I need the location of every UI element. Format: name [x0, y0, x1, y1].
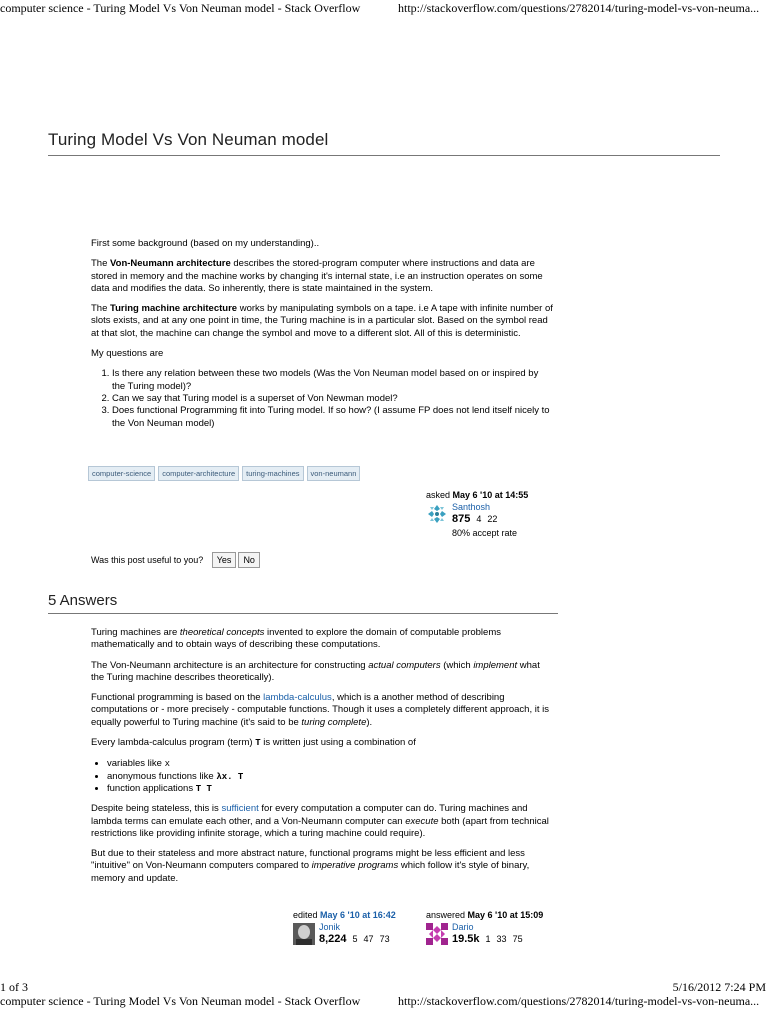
code: λx. T	[216, 771, 244, 782]
text: The	[91, 303, 111, 315]
print-footer-url: http://stackoverflow.com/questions/2782014/turing-model-vs-von-neuma...	[398, 994, 760, 1008]
answer-bullet-list	[91, 758, 553, 795]
text: , which is a another method of describing computations or - more precisely - computable functions. Though it uses a completely different approach, it is equally powerful to Turing machine (it's said to be	[91, 692, 549, 728]
text: Despite being stateless, this is	[91, 803, 222, 815]
accept-rate: 80% accept rate	[452, 528, 518, 538]
asked-date: May 6 '10 at 14:55	[452, 490, 529, 500]
asker-reputation: 875	[452, 513, 471, 525]
question-list	[91, 368, 553, 429]
print-footer-page: 1 of 3	[0, 980, 28, 994]
text: invented to explore the domain of computable problems mathematically and to obtain ways of describing these computations.	[91, 627, 501, 651]
text: for every computation a computer can do. Turing machines and lambda terms can emulate each other, and a Von-Neumann computer can	[91, 803, 528, 827]
list-item	[107, 758, 553, 770]
tag-turing-machines[interactable]: turing-machines	[242, 466, 303, 481]
asker-badge-count: 22	[487, 514, 498, 524]
answers-header: 5 Answers	[48, 592, 118, 609]
title-divider	[48, 155, 720, 156]
useful-label: Was this post useful to you?	[91, 555, 204, 565]
edited-line	[293, 909, 418, 921]
question-item: 1. Is there any relation between these two models (Was the Von Neuman model based on or inspired by the Turing model)?	[112, 368, 553, 393]
print-header-url: http://stackoverflow.com/questions/2782014/turing-model-vs-von-neuma...	[398, 1, 760, 15]
text: variables like	[107, 758, 165, 770]
question-von-neumann-paragraph	[91, 258, 553, 295]
text: what the Turing machine describes theoretically).	[91, 659, 540, 683]
answerer-stats	[452, 933, 523, 945]
text: Functional programming is based on the	[91, 692, 264, 704]
asker-card	[426, 489, 566, 539]
editor-stats	[319, 933, 390, 945]
editor-badge-count: 73	[379, 934, 390, 944]
answerer-name[interactable]: Dario	[452, 922, 474, 932]
asker-badge-count: 4	[476, 514, 482, 524]
editor-reputation: 8,224	[319, 933, 347, 945]
asker-avatar[interactable]	[426, 503, 448, 525]
answered-date: May 6 '10 at 15:09	[467, 910, 544, 920]
text: The	[91, 258, 111, 270]
code: x	[164, 759, 170, 770]
question-item: 3. Does functional Programming fit into Turing model. If so how? (I assume FP does not lend itself nicely to the Von Neuman model)	[112, 405, 553, 430]
print-header-title: computer science - Turing Model Vs Von Neuman model - Stack Overflow	[0, 1, 361, 15]
emphasis: imperative programs	[311, 860, 399, 872]
answer-paragraph	[91, 848, 553, 885]
questions-lead: My questions are	[91, 348, 164, 360]
editor-name[interactable]: Jonik	[319, 922, 341, 932]
answer-paragraph	[91, 803, 553, 840]
no-button[interactable]: No	[238, 552, 260, 568]
answered-label: answered	[426, 910, 466, 920]
tag-computer-science[interactable]: computer-science	[88, 466, 155, 481]
list-item	[107, 771, 553, 783]
answerer-reputation: 19.5k	[452, 933, 480, 945]
text: both (apart from technical restrictions like providing infinite storage, which a turing machine could require).	[91, 815, 549, 839]
lambda-calculus-link[interactable]: lambda-calculus	[263, 692, 332, 704]
answered-line	[426, 909, 566, 921]
text: Turing machines are	[91, 627, 180, 638]
text: Every lambda-calculus program (term)	[91, 737, 256, 749]
asker-info	[426, 501, 566, 537]
tag-von-neumann[interactable]: von-neumann	[307, 466, 361, 481]
editor-avatar[interactable]	[293, 923, 315, 945]
question-body	[91, 238, 553, 430]
text: which follow it's style of binary, memory and update.	[91, 860, 530, 884]
answer-paragraph	[91, 627, 553, 652]
text: But due to their stateless and more abstract nature, functional programs might be less efficient and less "intuitive" on Von-Neumann computers compared to	[91, 848, 525, 872]
editor-card	[293, 909, 418, 947]
answerer-badge-count: 75	[512, 934, 523, 944]
bold-term: Von-Neumann architecture	[110, 258, 231, 270]
asker-name[interactable]: Santhosh	[452, 502, 491, 512]
print-footer-title: computer science - Turing Model Vs Von Neuman model - Stack Overflow	[0, 994, 361, 1008]
emphasis: turing complete	[301, 716, 367, 728]
text: function applications	[107, 782, 196, 794]
answerer-badge-count: 1	[485, 934, 491, 944]
answerer-card	[426, 909, 566, 947]
question-item: 2. Can we say that Turing model is a superset of Von Newman model?	[112, 393, 553, 405]
emphasis: actual computers	[368, 659, 441, 671]
list-item	[107, 783, 553, 795]
edited-date-link[interactable]: May 6 '10 at 16:42	[320, 910, 396, 920]
emphasis: theoretical concepts	[179, 627, 265, 638]
text: describes the stored-program computer where instructions and data are stored in memory and the machine works by changing it's internal state, i.e an instruction operates on some data and modifies the data. So inherently, there is state maintained in the system.	[91, 258, 543, 294]
answer-paragraph	[91, 737, 553, 749]
code: T T	[195, 783, 212, 794]
text: ).	[366, 716, 373, 728]
asked-label: asked	[426, 490, 451, 500]
answerer-avatar[interactable]	[426, 923, 448, 945]
useful-prompt	[91, 552, 260, 568]
code: T	[255, 738, 261, 749]
editor-info	[293, 921, 418, 947]
emphasis: execute	[405, 815, 439, 827]
tag-list	[88, 463, 363, 481]
answer-paragraph	[91, 692, 553, 729]
text: anonymous functions like	[107, 770, 217, 782]
question-turing-paragraph	[91, 303, 553, 340]
tag-computer-architecture[interactable]: computer-architecture	[158, 466, 239, 481]
answerer-info	[426, 921, 566, 947]
bold-term: Turing machine architecture	[110, 303, 238, 315]
text: (which	[440, 659, 474, 671]
print-footer-datetime: 5/16/2012 7:24 PM	[672, 980, 766, 994]
asked-line	[426, 489, 566, 501]
emphasis: implement	[473, 659, 518, 671]
text: is written just using a combination of	[260, 737, 416, 749]
editor-badge-count: 47	[363, 934, 374, 944]
answers-divider	[48, 613, 558, 614]
question-intro: First some background (based on my understanding)..	[91, 238, 320, 249]
yes-button[interactable]: Yes	[212, 552, 237, 568]
answerer-badge-count: 33	[496, 934, 507, 944]
edited-label: edited	[293, 910, 318, 920]
sufficient-link[interactable]: sufficient	[221, 803, 259, 815]
answer-paragraph	[91, 660, 553, 685]
text: The Von-Neumann architecture is an architecture for constructing	[91, 659, 369, 671]
text: works by manipulating symbols on a tape. i.e A tape with infinite number of slots exists, and at any one point in time, the Turing machine is in a particular slot. Based on the symbol read at that slot, the machine can change the symbol and move to a different slot. All of this is deterministic.	[91, 303, 553, 339]
editor-badge-count: 5	[352, 934, 358, 944]
asker-stats	[452, 513, 497, 525]
question-title[interactable]: Turing Model Vs Von Neuman model	[48, 130, 329, 149]
answer-body	[91, 627, 553, 885]
